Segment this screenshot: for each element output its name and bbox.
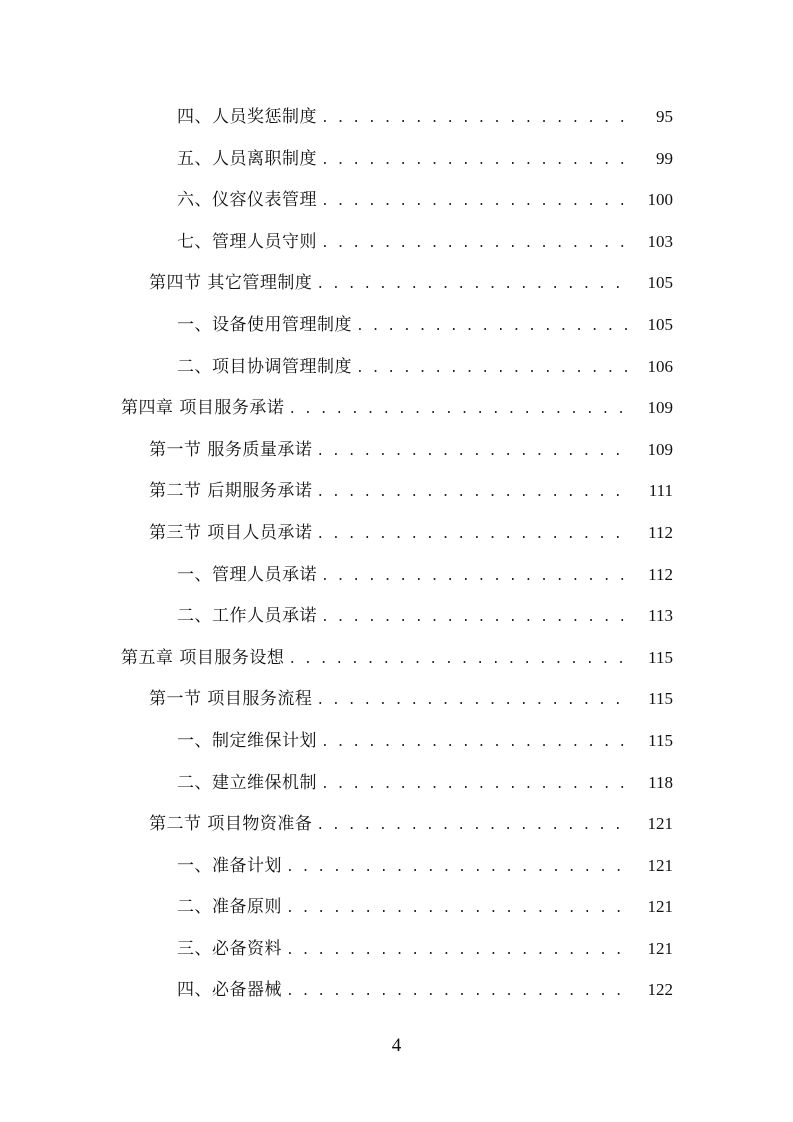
toc-entry-page: 99 <box>656 148 673 168</box>
toc-entry[interactable] <box>0 429 793 471</box>
toc-dot-leader <box>321 556 627 598</box>
toc-entry-title: 第三节 项目人员承诺 <box>149 522 313 543</box>
toc-entry[interactable] <box>0 346 793 388</box>
toc-entry[interactable] <box>0 803 793 845</box>
toc-entry[interactable] <box>0 221 793 263</box>
toc-entry[interactable] <box>0 96 793 138</box>
toc-entry[interactable] <box>0 762 793 804</box>
toc-entry-page: 113 <box>648 606 673 626</box>
toc-entry-title: 六、仪容仪表管理 <box>177 190 317 211</box>
toc-dot-leader <box>321 140 627 182</box>
toc-entry[interactable] <box>0 387 793 429</box>
toc-entry-page: 115 <box>648 647 673 667</box>
toc-entry-page: 100 <box>647 190 673 210</box>
toc-entry-page: 111 <box>648 481 673 501</box>
toc-entry-title: 一、准备计划 <box>177 855 282 876</box>
toc-entry-title: 第四节 其它管理制度 <box>149 273 313 294</box>
toc-entry-page: 95 <box>656 107 673 126</box>
toc-entry-title: 一、设备使用管理制度 <box>177 314 352 335</box>
toc-entry-title: 七、管理人员守则 <box>177 231 317 252</box>
toc-dot-leader <box>321 181 627 223</box>
toc-dot-leader <box>286 930 627 972</box>
toc-entry-title: 一、管理人员承诺 <box>177 564 317 585</box>
toc-entry[interactable] <box>0 845 793 887</box>
toc-dot-leader <box>321 722 627 764</box>
toc-entry-page: 121 <box>647 938 673 958</box>
toc-entry[interactable] <box>0 595 793 637</box>
toc-entry-title: 二、工作人员承诺 <box>177 606 317 627</box>
toc-dot-leader <box>316 264 627 306</box>
toc-dot-leader <box>316 680 627 722</box>
toc-dot-leader <box>316 431 627 473</box>
toc-entry-title: 二、准备原则 <box>177 897 282 918</box>
toc-dot-leader <box>288 389 627 431</box>
toc-entry-page: 109 <box>647 398 673 418</box>
toc-entry-title: 三、必备资料 <box>177 938 282 959</box>
toc-entry-page: 121 <box>647 897 673 917</box>
toc-dot-leader <box>286 888 627 930</box>
toc-dot-leader <box>316 514 627 556</box>
toc-dot-leader <box>316 472 627 514</box>
toc-entry-title: 第二节 后期服务承诺 <box>149 481 313 502</box>
toc-entry[interactable] <box>0 554 793 596</box>
toc-dot-leader <box>286 847 627 889</box>
toc-entry-title: 四、人员奖惩制度 <box>177 107 317 127</box>
toc-entry-title: 第一节 服务质量承诺 <box>149 439 313 460</box>
toc-entry[interactable] <box>0 637 793 679</box>
toc-entry-page: 115 <box>648 730 673 750</box>
toc-dot-leader <box>356 348 627 390</box>
toc-entry-page: 105 <box>647 273 673 293</box>
toc-entry-page: 106 <box>647 356 673 376</box>
toc-entry-title: 第一节 项目服务流程 <box>149 689 313 710</box>
toc-entry-title: 四、必备器械 <box>177 980 282 1001</box>
toc-entry-title: 二、项目协调管理制度 <box>177 356 352 377</box>
toc-entry[interactable] <box>0 928 793 970</box>
table-of-contents <box>0 96 793 1011</box>
toc-dot-leader <box>288 639 627 681</box>
toc-entry-page: 103 <box>647 231 673 251</box>
toc-entry-page: 112 <box>648 522 673 542</box>
toc-entry-title: 第五章 项目服务设想 <box>121 647 285 668</box>
toc-entry-page: 105 <box>647 314 673 334</box>
toc-entry[interactable] <box>0 886 793 928</box>
toc-entry-page: 112 <box>648 564 673 584</box>
toc-dot-leader <box>356 306 627 348</box>
toc-entry[interactable] <box>0 304 793 346</box>
toc-entry-page: 121 <box>647 855 673 875</box>
toc-dot-leader <box>321 223 627 265</box>
page-number: 4 <box>391 1035 402 1056</box>
toc-dot-leader <box>286 971 627 1013</box>
toc-entry-title: 一、制定维保计划 <box>177 730 317 751</box>
toc-entry-page: 121 <box>647 814 673 834</box>
toc-entry-title: 第四章 项目服务承诺 <box>121 398 285 419</box>
toc-entry-title: 五、人员离职制度 <box>177 148 317 169</box>
toc-entry-page: 118 <box>648 772 673 792</box>
toc-entry[interactable] <box>0 179 793 221</box>
toc-entry-page: 122 <box>647 980 673 1000</box>
toc-entry[interactable] <box>0 138 793 180</box>
toc-entry[interactable] <box>0 262 793 304</box>
toc-entry[interactable] <box>0 969 793 1011</box>
toc-entry-title: 二、建立维保机制 <box>177 772 317 793</box>
toc-entry[interactable] <box>0 470 793 512</box>
toc-entry-title: 第二节 项目物资准备 <box>149 814 313 835</box>
toc-entry-page: 115 <box>648 689 673 709</box>
toc-dot-leader <box>316 805 627 847</box>
toc-entry[interactable] <box>0 512 793 554</box>
toc-dot-leader <box>321 597 627 639</box>
toc-dot-leader <box>321 98 627 140</box>
toc-entry[interactable] <box>0 678 793 720</box>
toc-dot-leader <box>321 764 627 806</box>
toc-entry[interactable] <box>0 720 793 762</box>
toc-entry-page: 109 <box>647 439 673 459</box>
